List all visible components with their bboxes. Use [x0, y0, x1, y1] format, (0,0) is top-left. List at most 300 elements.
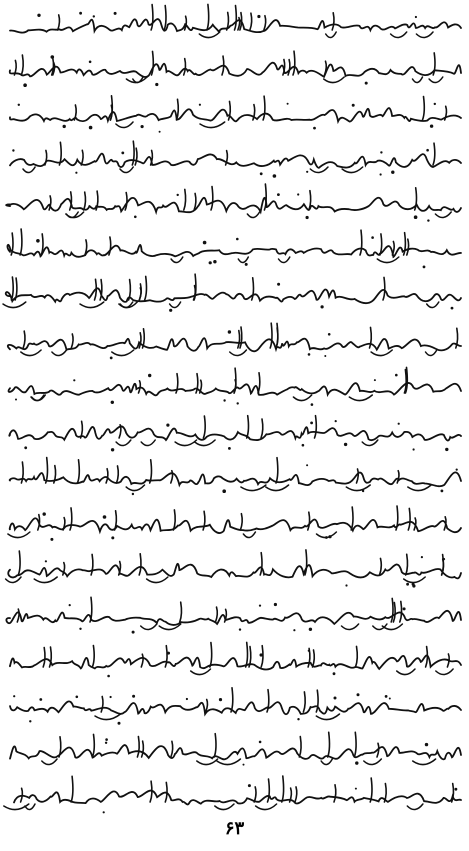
diacritic-dot: [297, 193, 299, 195]
diacritic-dot: [412, 583, 415, 586]
ascender-stroke: [150, 781, 152, 802]
ascender-stroke: [392, 242, 394, 256]
ascender-stroke: [81, 150, 83, 165]
diacritic-dot: [344, 443, 347, 446]
diacritic-dot: [51, 55, 55, 59]
handwriting-strokes: [6, 92, 463, 136]
diacritic-dot: [391, 171, 394, 174]
ascender-stroke: [356, 646, 358, 667]
diacritic-dot: [63, 125, 66, 128]
ink-stroke: [10, 518, 461, 533]
diacritic-dot: [398, 423, 400, 425]
ascender-stroke: [50, 647, 52, 667]
handwriting-strokes: [6, 729, 463, 773]
ascender-stroke: [210, 643, 212, 668]
diacritic-dot: [380, 151, 382, 153]
diacritic-dot: [89, 61, 92, 64]
descender-stroke: [34, 577, 57, 583]
descender-stroke: [243, 532, 255, 538]
handwriting-strokes: [6, 365, 463, 409]
diacritic-dot: [414, 215, 418, 219]
descender-stroke: [413, 77, 423, 83]
diacritic-dot: [325, 536, 328, 539]
diacritic-dot: [426, 149, 429, 152]
handwritten-line: [6, 455, 463, 499]
diacritic-dot: [159, 131, 161, 133]
ascender-stroke: [71, 334, 73, 348]
ascender-stroke: [207, 4, 209, 30]
ink-stroke: [6, 288, 461, 303]
ascender-stroke: [288, 60, 290, 75]
diacritic-dot: [110, 357, 113, 360]
ink-stroke: [14, 791, 461, 805]
descender-stroke: [416, 32, 433, 38]
ascender-stroke: [176, 374, 178, 393]
handwritten-line: [6, 320, 463, 364]
descender-stroke: [23, 167, 35, 173]
diacritic-dot: [23, 83, 27, 87]
ascender-stroke: [442, 555, 444, 576]
diacritic-dot: [308, 353, 311, 356]
ink-stroke: [8, 338, 461, 351]
handwritten-line: [6, 182, 463, 226]
ascender-stroke: [21, 462, 23, 483]
handwritten-line: [6, 774, 463, 818]
diacritic-dot: [141, 125, 144, 128]
diacritic-dot: [167, 652, 170, 655]
handwriting-strokes: [6, 547, 463, 591]
diacritic-dot: [313, 127, 316, 130]
ascender-stroke: [406, 554, 408, 575]
ascender-stroke: [151, 5, 153, 30]
ascender-stroke: [452, 784, 454, 803]
diacritic-dot: [362, 490, 364, 492]
ascender-stroke: [196, 374, 198, 393]
descender-stroke: [171, 257, 183, 263]
handwriting-strokes: [6, 502, 463, 546]
ascender-stroke: [194, 286, 196, 300]
ascender-stroke: [267, 690, 269, 712]
diacritic-dot: [18, 104, 20, 106]
descender-stroke: [321, 759, 332, 765]
diacritic-dot: [259, 741, 262, 744]
ascender-stroke: [93, 734, 95, 757]
descender-stroke: [316, 714, 339, 720]
diacritic-dot: [237, 402, 239, 404]
ascender-stroke: [85, 240, 87, 255]
ascender-stroke: [293, 51, 295, 75]
descender-stroke: [8, 532, 30, 538]
descender-stroke: [326, 32, 337, 38]
ascender-stroke: [45, 150, 47, 165]
diacritic-dot: [155, 83, 158, 86]
ascender-stroke: [380, 234, 382, 255]
diacritic-dot: [24, 446, 27, 449]
ascender-stroke: [234, 380, 236, 393]
ascender-stroke: [194, 193, 196, 210]
handwriting-strokes: [6, 47, 463, 91]
diacritic-dot: [121, 152, 124, 155]
handwritten-line: [6, 684, 463, 728]
handwriting-strokes: [6, 227, 463, 271]
diacritic-dot: [371, 236, 374, 239]
descender-stroke: [175, 440, 197, 446]
ascender-stroke: [240, 514, 242, 530]
descender-stroke: [247, 212, 259, 218]
diacritic-dot: [293, 629, 295, 631]
ascender-stroke: [145, 276, 147, 300]
ascender-stroke: [20, 229, 22, 255]
descender-stroke: [141, 624, 157, 630]
descender-stroke: [199, 32, 220, 38]
descender-stroke: [342, 624, 359, 630]
ascender-stroke: [206, 700, 208, 713]
ascender-stroke: [184, 59, 186, 75]
ascender-stroke: [59, 737, 61, 757]
diacritic-dot: [352, 104, 355, 107]
diacritic-dot: [15, 399, 17, 401]
ascender-stroke: [282, 776, 284, 802]
ascender-stroke: [270, 323, 272, 348]
diacritic-dot: [385, 695, 388, 698]
descender-stroke: [279, 257, 290, 263]
diacritic-dot: [260, 172, 263, 175]
ascender-stroke: [74, 105, 76, 120]
ascender-stroke: [184, 189, 186, 210]
ascender-stroke: [396, 506, 398, 530]
ascender-stroke: [247, 416, 249, 438]
handwriting-strokes: [6, 684, 463, 728]
descender-stroke: [120, 167, 133, 173]
descender-stroke: [426, 350, 437, 356]
descender-stroke: [141, 440, 155, 446]
descender-stroke: [217, 759, 241, 765]
diacritic-dot: [239, 628, 241, 630]
diacritic-dot: [335, 420, 337, 422]
diacritic-dot: [243, 764, 245, 766]
handwritten-line: [6, 2, 463, 46]
ascender-stroke: [263, 96, 265, 120]
handwriting-strokes: [6, 639, 463, 683]
ascender-stroke: [101, 697, 103, 713]
ascender-stroke: [78, 460, 80, 483]
ascender-stroke: [354, 732, 356, 757]
ascender-stroke: [380, 558, 382, 575]
ascender-stroke: [214, 734, 216, 757]
descender-stroke: [230, 350, 247, 356]
ascender-stroke: [404, 233, 406, 255]
ascender-stroke: [445, 106, 447, 120]
ascender-stroke: [407, 239, 409, 255]
ink-stroke: [10, 154, 461, 168]
ascender-stroke: [246, 642, 248, 667]
diacritic-dot: [434, 103, 436, 105]
diacritic-dot: [406, 583, 409, 586]
descender-stroke: [293, 395, 311, 401]
ascender-stroke: [238, 331, 240, 349]
ascender-stroke: [71, 776, 73, 802]
ascender-stroke: [117, 466, 119, 483]
ascender-stroke: [139, 333, 141, 348]
descender-stroke: [112, 350, 134, 356]
ascender-stroke: [264, 16, 266, 30]
diacritic-dot: [73, 379, 75, 381]
ascender-stroke: [143, 329, 145, 348]
diacritic-dot: [333, 672, 336, 675]
ascender-stroke: [203, 416, 205, 438]
diacritic-dot: [395, 374, 398, 377]
ascender-stroke: [43, 648, 45, 668]
ink-stroke: [6, 198, 461, 213]
diacritic-dot: [169, 309, 172, 312]
descender-stroke: [346, 485, 370, 491]
descender-stroke: [197, 759, 218, 765]
ascender-stroke: [433, 53, 435, 75]
handwriting-strokes: [6, 182, 463, 226]
ascender-stroke: [17, 609, 19, 622]
diacritic-dot: [13, 695, 15, 697]
ascender-stroke: [139, 554, 141, 575]
ascender-stroke: [299, 737, 301, 757]
diacritic-dot: [45, 560, 47, 562]
ascender-stroke: [261, 419, 263, 438]
diacritic-dot: [110, 696, 112, 698]
ascender-stroke: [250, 13, 252, 30]
diacritic-dot: [324, 355, 326, 357]
ascender-stroke: [258, 373, 260, 393]
descender-stroke: [25, 804, 35, 810]
descender-stroke: [324, 77, 345, 83]
handwriting-strokes: [6, 320, 463, 364]
handwritten-line: [6, 547, 463, 591]
ascender-stroke: [309, 191, 311, 210]
handwriting-strokes: [6, 272, 463, 316]
diacritic-dot: [345, 584, 347, 586]
diacritic-dot: [69, 604, 71, 606]
diacritic-dot: [310, 422, 313, 425]
ascender-stroke: [308, 512, 310, 530]
diacritic-dot: [427, 219, 429, 221]
diacritic-dot: [425, 743, 428, 746]
descender-stroke: [116, 440, 131, 446]
ascender-stroke: [54, 466, 56, 483]
ascender-stroke: [141, 654, 143, 667]
handwritten-line: [6, 594, 463, 638]
diacritic-dot: [203, 241, 207, 245]
handwritten-line: [6, 410, 463, 454]
descender-stroke: [408, 485, 431, 491]
ascender-stroke: [137, 737, 139, 758]
descender-stroke: [266, 485, 289, 491]
ascender-stroke: [253, 105, 255, 120]
diacritic-dot: [328, 333, 331, 336]
diacritic-dot: [309, 628, 312, 631]
ascender-stroke: [18, 551, 20, 575]
ascender-stroke: [142, 741, 144, 757]
ascender-stroke: [132, 141, 134, 165]
diacritic-dot: [222, 489, 226, 493]
diacritic-dot: [430, 125, 433, 128]
descender-stroke: [170, 302, 181, 308]
descender-stroke: [436, 669, 453, 675]
ascender-stroke: [325, 61, 327, 75]
descender-stroke: [397, 669, 415, 675]
diacritic-dot: [213, 260, 216, 263]
ascender-stroke: [58, 15, 60, 30]
diacritic-dot: [111, 401, 114, 404]
diacritic-dot: [355, 788, 357, 790]
diacritic-dot: [105, 738, 108, 741]
handwritten-line: [6, 227, 463, 271]
descender-stroke: [435, 212, 451, 218]
diacritic-dot: [273, 174, 277, 178]
ascender-stroke: [92, 646, 94, 668]
handwriting-strokes: [6, 594, 463, 638]
descender-stroke: [371, 350, 392, 356]
ascender-stroke: [180, 602, 182, 622]
diacritic-dot: [321, 305, 324, 308]
diacritic-dot: [76, 696, 79, 699]
diacritic-dot: [306, 464, 308, 466]
descender-stroke: [52, 350, 67, 356]
ascender-stroke: [23, 331, 25, 348]
ascender-stroke: [91, 554, 93, 575]
ascender-stroke: [211, 187, 213, 211]
diacritic-dot: [274, 603, 277, 606]
diacritic-dot: [357, 693, 360, 696]
diacritic-dot: [456, 469, 458, 471]
ascender-stroke: [332, 13, 334, 30]
descender-stroke: [391, 32, 407, 38]
ascender-stroke: [173, 510, 175, 530]
ascender-stroke: [59, 142, 61, 165]
descender-stroke: [377, 257, 399, 263]
diacritic-dot: [228, 447, 231, 450]
ascender-stroke: [15, 278, 17, 300]
descender-stroke: [373, 624, 387, 630]
ascender-stroke: [152, 51, 154, 75]
ascender-stroke: [231, 688, 233, 712]
ascender-stroke: [150, 460, 152, 483]
ascender-stroke: [252, 278, 254, 300]
ascender-stroke: [70, 508, 72, 530]
handwritten-text-block: [6, 2, 463, 802]
descender-stroke: [95, 714, 121, 720]
diacritic-dot: [209, 261, 212, 264]
ascender-stroke: [384, 784, 386, 803]
diacritic-dot: [39, 698, 42, 701]
ascender-stroke: [295, 787, 297, 802]
diacritic-dot: [413, 448, 415, 450]
diacritic-dot: [297, 718, 299, 720]
ascender-stroke: [41, 234, 43, 255]
ascender-stroke: [115, 511, 117, 530]
diacritic-dot: [415, 16, 417, 18]
ascender-stroke: [408, 508, 410, 530]
descender-stroke: [191, 669, 211, 675]
ascender-stroke: [415, 188, 417, 210]
ascender-stroke: [268, 779, 270, 802]
ascender-stroke: [290, 788, 292, 802]
ascender-stroke: [227, 12, 229, 30]
ascender-stroke: [235, 6, 237, 30]
diacritic-dot: [403, 607, 406, 610]
diacritic-dot: [93, 15, 95, 17]
diacritic-dot: [445, 448, 448, 451]
descender-stroke: [404, 577, 426, 583]
handwritten-line: [6, 365, 463, 409]
ascender-stroke: [370, 327, 372, 348]
ascender-stroke: [328, 732, 330, 757]
diacritic-dot: [43, 512, 46, 515]
diacritic-dot: [334, 697, 337, 700]
diacritic-dot: [277, 193, 280, 196]
ascender-stroke: [383, 277, 385, 300]
ascender-stroke: [313, 650, 315, 667]
ink-stroke: [8, 564, 461, 579]
diacritic-dot: [421, 556, 423, 558]
descender-stroke: [407, 804, 423, 810]
diacritic-dot: [228, 330, 231, 333]
ascender-stroke: [164, 6, 166, 31]
ascender-stroke: [21, 55, 23, 75]
diacritic-dot: [148, 374, 151, 377]
ascender-stroke: [360, 230, 362, 255]
descender-stroke: [238, 257, 248, 263]
ascender-stroke: [249, 647, 251, 667]
ascender-stroke: [11, 233, 13, 255]
ascender-stroke: [303, 692, 305, 712]
diacritic-dot: [37, 14, 40, 17]
diacritic-dot: [36, 239, 40, 243]
diacritic-dot: [287, 103, 289, 105]
descender-stroke: [3, 302, 26, 308]
ascender-stroke: [276, 323, 278, 348]
ascender-stroke: [81, 421, 83, 438]
page-number: ۶۳: [224, 818, 245, 839]
handwritten-line: [6, 272, 463, 316]
ascender-stroke: [84, 192, 86, 210]
ascender-stroke: [49, 196, 51, 210]
ink-stroke: [10, 63, 461, 77]
ascender-stroke: [96, 191, 98, 210]
descender-stroke: [200, 122, 225, 128]
ascender-stroke: [129, 280, 131, 300]
diacritic-dot: [132, 631, 135, 634]
ink-stroke: [10, 472, 461, 486]
diacritic-dot: [132, 695, 135, 698]
diacritic-dot: [306, 216, 309, 219]
diacritic-dot: [75, 172, 77, 174]
descender-stroke: [413, 759, 436, 765]
handwritten-line: [6, 729, 463, 773]
ascender-stroke: [165, 646, 167, 667]
ascender-stroke: [139, 381, 141, 393]
diacritic-dot: [257, 15, 260, 18]
ascender-stroke: [11, 277, 13, 300]
ascender-stroke: [171, 741, 173, 757]
diacritic-dot: [219, 698, 222, 701]
handwritten-line: [6, 502, 463, 546]
ascender-stroke: [109, 237, 111, 255]
ascender-stroke: [125, 193, 127, 211]
diacritic-dot: [103, 811, 105, 813]
descender-stroke: [147, 577, 168, 583]
ink-stroke: [10, 701, 461, 714]
diacritic-dot: [79, 628, 81, 630]
ascender-stroke: [423, 97, 425, 121]
diacritic-dot: [177, 194, 179, 196]
